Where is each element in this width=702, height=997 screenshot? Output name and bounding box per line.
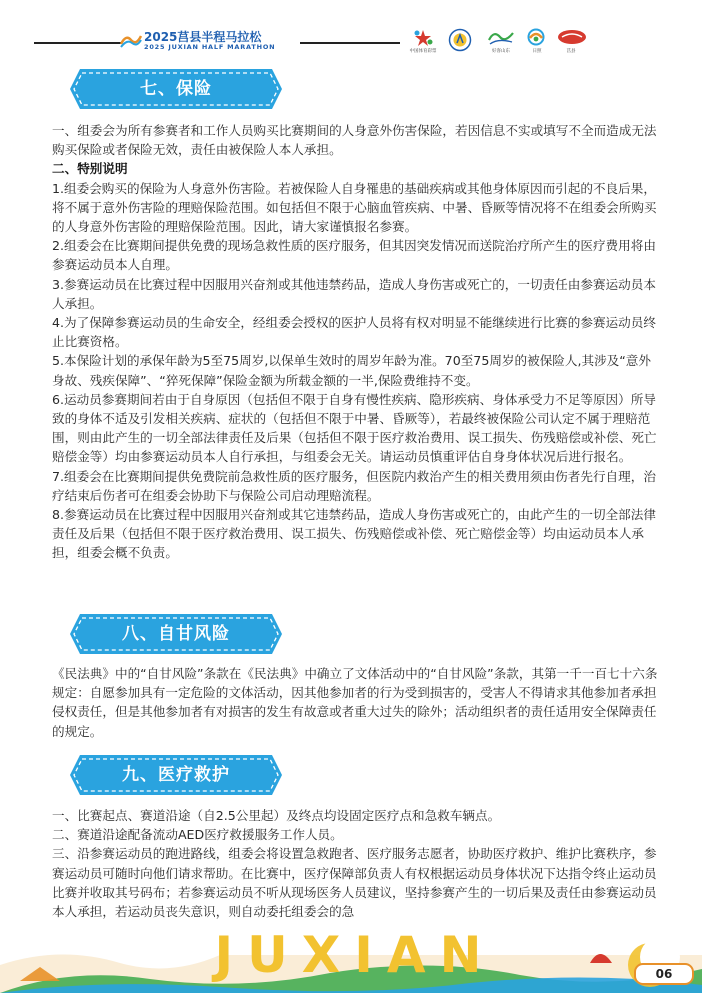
province-logo-icon	[486, 28, 516, 58]
section-banner-medical	[70, 755, 282, 795]
event-title-en: 2025 JUXIAN HALF MARATHON	[144, 43, 276, 51]
page-number: 06	[634, 963, 694, 985]
list-item: 8.参赛运动员在比赛过程中因服用兴奋剂或其它违禁药品，造成人身伤害或死亡的，由此产生的一切全部法律责任及后果（包括但不限于医疗救治费用、误工损失、伤残赔偿或补偿、死亡赔偿金等）均由运动员本人承担，组委会概不负责。	[52, 507, 656, 561]
page-header	[0, 0, 702, 60]
footer-illustration	[0, 905, 702, 993]
list-item: 7.组委会在比赛期间提供免费院前急救性质的医疗服务，但医院内救治产生的相关费用须由伤者先行自理，治疗结束后伤者可在组委会协助下与保险公司启动理赔流程。	[52, 468, 656, 503]
sponsor-label: 莒县	[566, 49, 576, 54]
event-title	[120, 28, 300, 56]
athletics-association-icon	[448, 28, 478, 58]
marathon-logo-icon	[120, 30, 142, 48]
list-item: 2.组委会在比赛期间提供免费的现场急救性质的医疗服务，但其因突发情况而送院治疗所产生的医疗费用将由参赛运动员本人自理。	[52, 238, 656, 273]
list-item: 6.运动员参赛期间若由于自身原因（包括但不限于自身有慢性疾病、隐形疾病、身体承受力不足等原因）所导致的身体不适及引发相关疾病、症状的（包括但不限于中暑、昏厥等），若最终被保险公司认定不属于理赔范围，则由此产生的一切全部法律责任及后果（包括但不限于医疗救治费用、误工损失、伤残赔偿或补偿、死亡赔偿金等）均由参赛运动员本人自行承担，与组委会无关。请运动员慎重评估自身身体状况后进行报名。	[52, 391, 657, 465]
sponsor-label: 好客山东	[492, 49, 510, 54]
list-item: 一、比赛起点、赛道沿途（自2.5公里起）及终点均设固定医疗点和急救车辆点。	[52, 808, 501, 823]
section-banner-insurance	[70, 69, 282, 109]
footer-brand	[205, 927, 505, 983]
section-title: 七、保险	[140, 79, 212, 99]
section-own-risk-body	[52, 664, 660, 741]
header-rule-left	[34, 42, 122, 44]
insurance-intro: 一、组委会为所有参赛者和工作人员购买比赛期间的人身意外伤害保险，若因信息不实或填写不全而造成无法购买保险或者保险无效，责任由被保险人本人承担。	[52, 123, 657, 158]
list-item: 3.参赛运动员在比赛过程中因服用兴奋剂或其他违禁药品，造成人身伤害或死亡的，一切责任由参赛运动员本人承担。	[52, 276, 656, 311]
section-title: 九、医疗救护	[122, 765, 230, 785]
section-medical-body	[52, 806, 660, 921]
footer-brand-text: JUXIAN	[214, 926, 496, 984]
list-item: 二、赛道沿途配备流动AED医疗救援服务工作人员。	[52, 827, 343, 843]
section-insurance-body	[52, 121, 660, 563]
list-item: 5.本保险计划的承保年龄为5至75周岁,以保单生效时的周岁年龄为准。70至75周岁的被保险人,其涉及“意外身故、残疾保障”、“猝死保障”保险金额为所载金额的一半,保险费维持不变。	[52, 353, 651, 388]
sponsor-label: 日照	[532, 49, 542, 54]
event-title-zh: 2025莒县半程马拉松	[144, 30, 262, 44]
list-item: 4.为了保障参赛运动员的生命安全，经组委会授权的医护人员将有权对明显不能继续进行比赛的参赛运动员终止比赛资格。	[52, 315, 656, 350]
list-item: 1.组委会购买的保险为人身意外伤害险。若被保险人自身罹患的基础疾病或其他身体原因而引起的不良后果，将不属于意外伤害险的理赔保险范围。如包括但不限于心脑血管疾病、中暑、昏厥等情况将不在组委会所购买的人身意外伤害险的理赔保险范围。因此，请大家谨慎报名参赛。	[52, 180, 657, 235]
section-banner-own-risk	[70, 614, 282, 654]
sponsor-logos	[408, 28, 688, 58]
list-item: 三、沿参赛运动员的跑进路线，组委会将设置急救跑者、医疗服务志愿者，协助医疗救护、维护比赛秩序，参赛运动员可随时向他们请求帮助。在比赛中，医疗保障部负责人有权根据运动员身体状况下达指令终止运动员比赛并收取其号码布；若参赛运动员不听从现场医务人员建议，坚持参赛产生的一切后果及责任由参赛运动员本人承担，若运动员丧失意识，则自动委托组委会的急	[52, 846, 657, 920]
juxian-logo-icon	[556, 28, 586, 58]
section-title: 八、自甘风险	[122, 624, 230, 644]
china-sport-icon	[408, 28, 438, 58]
special-notes-heading: 二、特别说明	[52, 161, 128, 177]
sponsor-label: 中国体育彩票	[409, 49, 437, 54]
own-risk-paragraph: 《民法典》中的“自甘风险”条款在《民法典》中确立了文体活动中的“自甘风险”条款，其第一千一百七十六条规定：自愿参加具有一定危险的文体活动，因其他参加者的行为受到损害的，受害人不得请求其他参加者承担侵权责任，但是其他参加者有对损害的发生有故意或者重大过失的除外；活动组织者的责任适用安全保障责任的规定。	[52, 666, 658, 739]
city-logo-icon	[522, 28, 552, 58]
header-rule-right	[300, 42, 400, 44]
